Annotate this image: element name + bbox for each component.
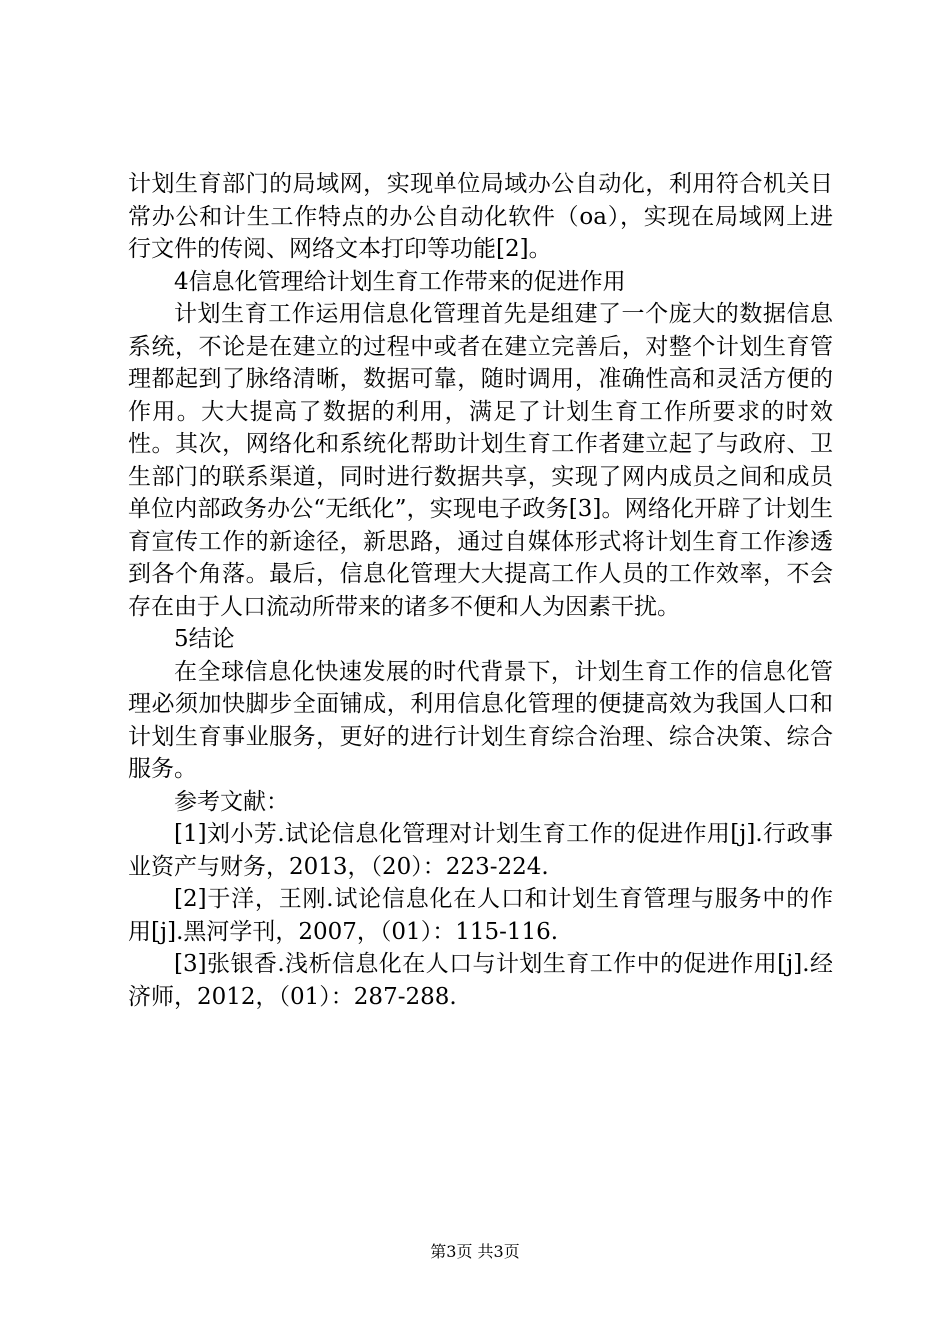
reference-item-1: [1]刘小芳.试论信息化管理对计划生育工作的促进作用[j].行政事业资产与财务，2013，（20）：223-224. (128, 821, 833, 880)
paragraph-conclusion: 在全球信息化快速发展的时代背景下，计划生育工作的信息化管理必须加快脚步全面铺成，利用信息化管理的便捷高效为我国人口和计划生育事业服务，更好的进行计划生育综合治理、综合决策、综合服务。 (128, 658, 833, 782)
page-number-footer: 第3页 共3页 (430, 1242, 520, 1261)
reference-item-3: [3]张银香.浅析信息化在人口与计划生育工作中的促进作用[j].经济师，2012，（01）：287-288. (128, 951, 833, 1010)
section-heading-5: 5结论 (174, 626, 235, 652)
paragraph-promotion-effect: 计划生育工作运用信息化管理首先是组建了一个庞大的数据信息系统，不论是在建立的过程中或者在建立完善后，对整个计划生育管理都起到了脉络清晰，数据可靠，随时调用，准确性高和灵活方便的作用。大大提高了数据的利用，满足了计划生育工作所要求的时效性。其次，网络化和系统化帮助计划生育工作者建立起了与政府、卫生部门的联系渠道，同时进行数据共享，实现了网内成员之间和成员单位内部政务办公“无纸化”，实现电子政务[3]。网络化开辟了计划生育宣传工作的新途径，新思路，通过自媒体形式将计划生育工作渗透到各个角落。最后，信息化管理大大提高工作人员的工作效率，不会存在由于人口流动所带来的诸多不便和人为因素干扰。 (128, 301, 833, 620)
document-body (128, 168, 833, 1013)
reference-item-2: [2]于洋，王刚.试论信息化在人口和计划生育管理与服务中的作用[j].黑河学刊，2007，（01）：115-116. (128, 886, 833, 945)
section-heading-4: 4信息化管理给计划生育工作带来的促进作用 (174, 268, 626, 295)
references-heading: 参考文献： (174, 788, 289, 815)
paragraph-lan-continuation: 计划生育部门的局域网，实现单位局域办公自动化，利用符合机关日常办公和计生工作特点的办公自动化软件（oa），实现在局域网上进行文件的传阅、网络文本打印等功能[2]。 (128, 171, 833, 262)
